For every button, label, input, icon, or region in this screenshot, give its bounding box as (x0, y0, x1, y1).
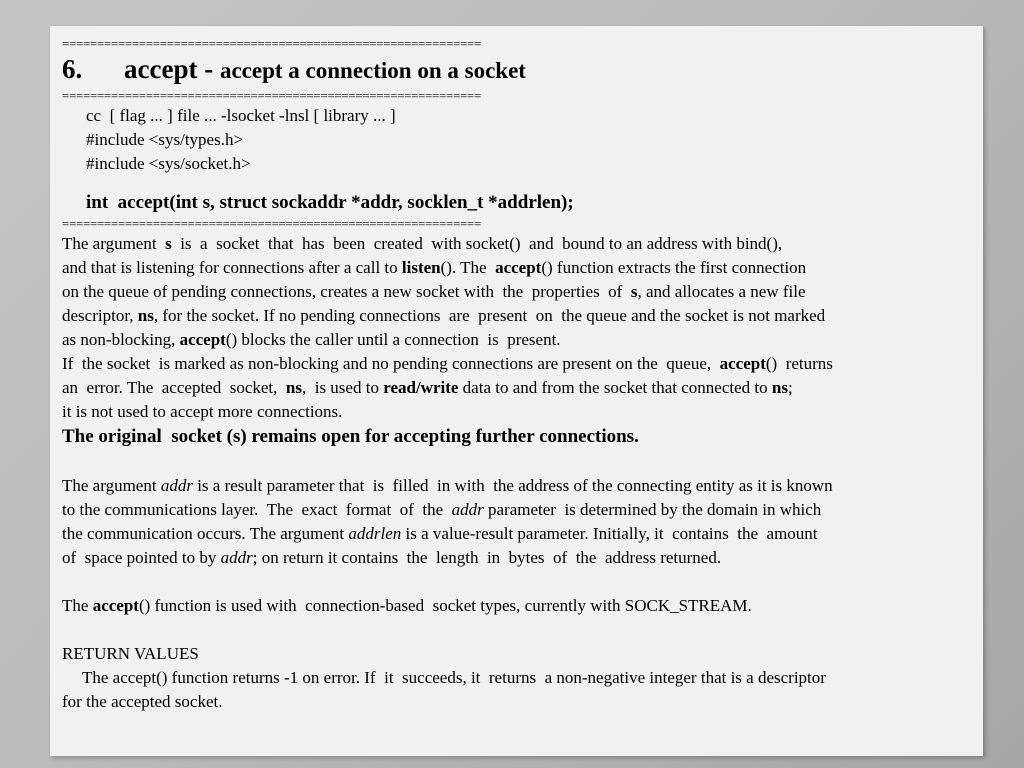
separator-rule: ============================================================ (62, 216, 481, 231)
addr-paragraph-line: The argument addr is a result parameter that is filled in with the address of the connecting entity as it is known (62, 476, 833, 495)
description-line: The argument s is a socket that has been created with socket() and bound to an address with bind(), (62, 234, 783, 253)
return-values-heading: RETURN VALUES (62, 644, 199, 663)
return-values-line: The accept() function returns -1 on error. If it succeeds, it returns a non-negative integer that is a descriptor (82, 668, 826, 687)
function-name: accept - (124, 54, 214, 84)
section-number: 6. (62, 54, 83, 84)
description-line: and that is listening for connections after a call to listen(). The accept() function extracts the first connection (62, 258, 807, 277)
addr-paragraph-line: of space pointed to by addr; on return it contains the length in bytes of the address returned. (62, 548, 722, 567)
description-line: on the queue of pending connections, creates a new socket with the properties of s, and allocates a new file (62, 282, 806, 301)
emphasis-note: The original socket (s) remains open for accepting further connections. (62, 426, 639, 447)
addr-paragraph-line: to the communications layer. The exact format of the addr parameter is determined by the domain in which (62, 500, 822, 519)
separator-rule: ============================================================ (62, 88, 481, 103)
usage-line: The accept() function is used with connection-based socket types, currently with SOCK_STREAM. (62, 596, 752, 615)
separator-rule: ============================================================ (62, 36, 481, 51)
description-line: as non-blocking, accept() blocks the caller until a connection is present. (62, 330, 561, 349)
synopsis-include-types: #include <sys/types.h> (86, 130, 244, 149)
function-prototype: int accept(int s, struct sockaddr *addr, socklen_t *addrlen); (86, 192, 574, 213)
addr-paragraph-line: the communication occurs. The argument addrlen is a value-result parameter. Initially, it contains the amount (62, 524, 818, 543)
description-line: If the socket is marked as non-blocking and no pending connections are present on the queue, accept() returns (62, 354, 833, 373)
description-line: it is not used to accept more connections. (62, 402, 343, 421)
description-line: descriptor, ns, for the socket. If no pending connections are present on the queue and the socket is not marked (62, 306, 826, 325)
page-title (62, 52, 973, 88)
synopsis-cc: cc [ flag ... ] file ... -lsocket -lnsl [ library ... ] (86, 106, 396, 125)
function-summary: accept a connection on a socket (219, 58, 526, 83)
description-line: an error. The accepted socket, ns, is used to read/write data to and from the socket that connected to ns; (62, 378, 793, 397)
slide (50, 26, 983, 756)
return-values-line: for the accepted socket. (62, 692, 223, 711)
synopsis-include-socket: #include <sys/socket.h> (86, 154, 251, 173)
